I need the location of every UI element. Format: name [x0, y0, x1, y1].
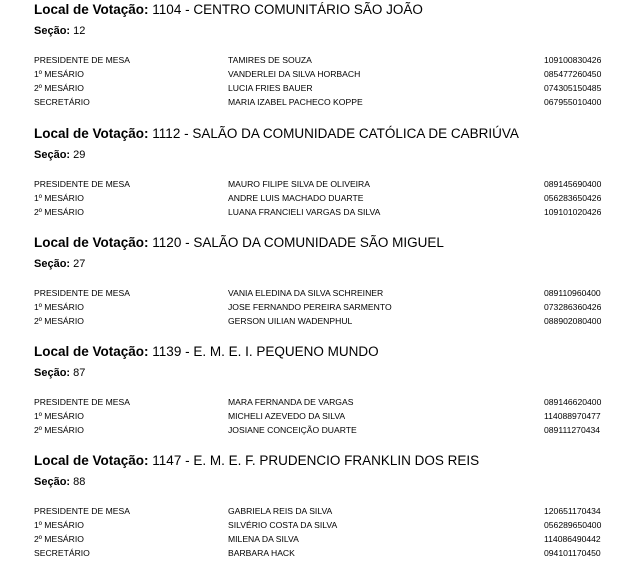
- section-label: Seção:: [34, 149, 71, 161]
- member-name: MARA FERNANDA DE VARGAS: [228, 397, 354, 407]
- member-name: ANDRE LUIS MACHADO DUARTE: [228, 193, 364, 203]
- member-code: 089146620400: [544, 397, 602, 407]
- polling-place-heading: [34, 2, 423, 17]
- member-row: [0, 193, 641, 207]
- member-role: 1º MESÁRIO: [34, 411, 84, 421]
- member-row: [0, 55, 641, 69]
- section-number-line: [34, 25, 85, 37]
- member-role: 1º MESÁRIO: [34, 193, 84, 203]
- member-row: [0, 207, 641, 221]
- polling-place-name: 1104 - CENTRO COMUNITÁRIO SÃO JOÃO: [152, 2, 423, 17]
- member-code: 094101170450: [544, 548, 601, 558]
- member-role: PRESIDENTE DE MESA: [34, 55, 130, 65]
- member-name: TAMIRES DE SOUZA: [228, 55, 312, 65]
- member-row: [0, 83, 641, 97]
- member-role: PRESIDENTE DE MESA: [34, 506, 130, 516]
- section-number-line: [34, 149, 85, 161]
- member-row: [0, 520, 641, 534]
- member-row: [0, 506, 641, 520]
- member-role: 2º MESÁRIO: [34, 316, 84, 326]
- polling-place-heading: [34, 344, 379, 359]
- member-code: 067955010400: [544, 97, 602, 107]
- member-name: MAURO FILIPE SILVA DE OLIVEIRA: [228, 179, 370, 189]
- member-name: LUCIA FRIES BAUER: [228, 83, 313, 93]
- polling-place-label: Local de Votação:: [34, 126, 149, 141]
- member-name: JOSE FERNANDO PEREIRA SARMENTO: [228, 302, 392, 312]
- member-code: 109101020426: [544, 207, 602, 217]
- member-code: 088902080400: [544, 316, 602, 326]
- member-row: [0, 548, 641, 562]
- member-name: GABRIELA REIS DA SILVA: [228, 506, 333, 516]
- member-code: 114086490442: [544, 534, 601, 544]
- member-role: SECRETÁRIO: [34, 548, 90, 558]
- member-row: [0, 411, 641, 425]
- section-label: Seção:: [34, 25, 71, 37]
- member-code: 089145690400: [544, 179, 602, 189]
- member-code: 109100830426: [544, 55, 602, 65]
- section-number: 27: [73, 258, 86, 270]
- member-role: PRESIDENTE DE MESA: [34, 179, 130, 189]
- section-label: Seção:: [34, 367, 71, 379]
- section-label: Seção:: [34, 476, 71, 488]
- member-name: SILVÉRIO COSTA DA SILVA: [228, 520, 338, 530]
- member-code: 089111270434: [544, 425, 601, 435]
- member-row: [0, 302, 641, 316]
- member-role: PRESIDENTE DE MESA: [34, 288, 130, 298]
- member-role: SECRETÁRIO: [34, 97, 90, 107]
- member-name: LUANA FRANCIELI VARGAS DA SILVA: [228, 207, 381, 217]
- section-label: Seção:: [34, 258, 71, 270]
- member-code: 056283650426: [544, 193, 602, 203]
- member-name: VANIA ELEDINA DA SILVA SCHREINER: [228, 288, 384, 298]
- member-row: [0, 534, 641, 548]
- member-role: 2º MESÁRIO: [34, 83, 84, 93]
- section-number: 87: [73, 367, 86, 379]
- member-name: GERSON UILIAN WADENPHUL: [228, 316, 353, 326]
- polling-place-name: 1147 - E. M. E. F. PRUDENCIO FRANKLIN DOS REIS: [152, 453, 480, 468]
- polling-place-heading: [34, 126, 519, 141]
- section-number-line: [34, 367, 85, 379]
- member-name: MILENA DA SILVA: [228, 534, 299, 544]
- section-number-line: [34, 476, 85, 488]
- member-name: MARIA IZABEL PACHECO KOPPE: [228, 97, 363, 107]
- member-row: [0, 425, 641, 439]
- member-row: [0, 397, 641, 411]
- member-code: 073286360426: [544, 302, 602, 312]
- member-name: VANDERLEI DA SILVA HORBACH: [228, 69, 361, 79]
- polling-place-label: Local de Votação:: [34, 2, 149, 17]
- member-role: 1º MESÁRIO: [34, 69, 84, 79]
- member-code: 114088970477: [544, 411, 601, 421]
- member-code: 074305150485: [544, 83, 602, 93]
- member-role: 1º MESÁRIO: [34, 520, 84, 530]
- member-name: JOSIANE CONCEIÇÃO DUARTE: [228, 425, 357, 435]
- polling-place-heading: [34, 453, 479, 468]
- member-role: 2º MESÁRIO: [34, 534, 84, 544]
- member-role: 1º MESÁRIO: [34, 302, 84, 312]
- member-code: 089110960400: [544, 288, 601, 298]
- polling-place-name: 1139 - E. M. E. I. PEQUENO MUNDO: [152, 344, 379, 359]
- member-row: [0, 69, 641, 83]
- member-row: [0, 316, 641, 330]
- member-code: 085477260450: [544, 69, 602, 79]
- member-name: BARBARA HACK: [228, 548, 295, 558]
- section-number: 88: [73, 476, 86, 488]
- member-row: [0, 288, 641, 302]
- polling-place-label: Local de Votação:: [34, 235, 149, 250]
- member-name: MICHELI AZEVEDO DA SILVA: [228, 411, 346, 421]
- member-role: PRESIDENTE DE MESA: [34, 397, 130, 407]
- polling-place-heading: [34, 235, 444, 250]
- section-number: 29: [73, 149, 86, 161]
- member-row: [0, 97, 641, 111]
- polling-place-name: 1120 - SALÃO DA COMUNIDADE SÃO MIGUEL: [152, 235, 444, 250]
- member-role: 2º MESÁRIO: [34, 425, 84, 435]
- section-number: 12: [73, 25, 86, 37]
- polling-place-label: Local de Votação:: [34, 344, 149, 359]
- member-code: 056289650400: [544, 520, 602, 530]
- member-code: 120651170434: [544, 506, 601, 516]
- section-number-line: [34, 258, 85, 270]
- member-row: [0, 179, 641, 193]
- member-role: 2º MESÁRIO: [34, 207, 84, 217]
- polling-place-name: 1112 - SALÃO DA COMUNIDADE CATÓLICA DE CABRIÚVA: [152, 126, 519, 141]
- polling-place-label: Local de Votação:: [34, 453, 149, 468]
